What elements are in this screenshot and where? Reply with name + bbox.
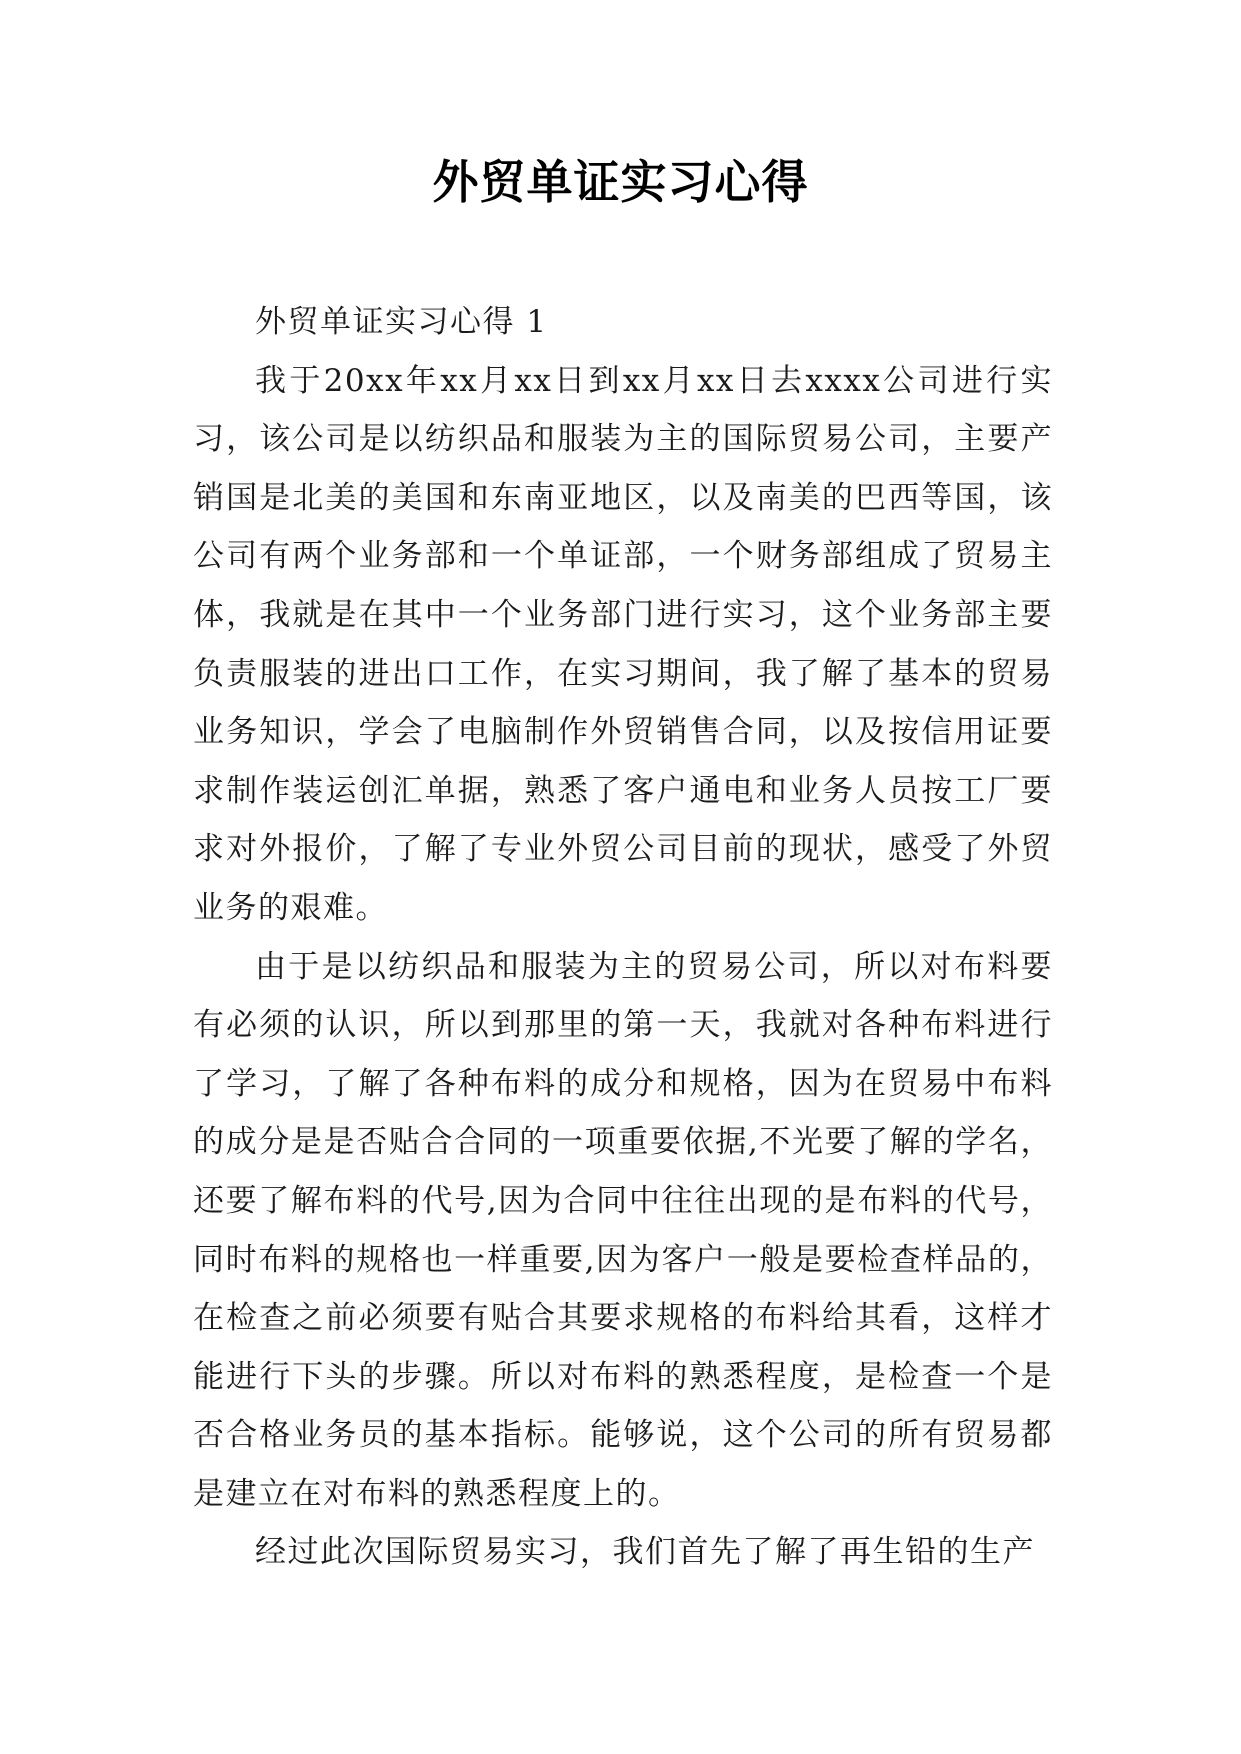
- paragraph-1: 我于20xx年xx月xx日到xx月xx日去xxxx公司进行实习，该公司是以纺织品和服装为主的国际贸易公司，主要产销国是北美的美国和东南亚地区，以及南美的巴西等国，该公司有两个业务部和一个单证部，一个财务部组成了贸易主体，我就是在其中一个业务部门进行实习，这个业务部主要负责服装的进出口工作，在实习期间，我了解了基本的贸易业务知识，学会了电脑制作外贸销售合同，以及按信用证要求制作装运创汇单据，熟悉了客户通电和业务人员按工厂要求对外报价，了解了专业外贸公司目前的现状，感受了外贸业务的艰难。: [193, 362, 1053, 926]
- paragraph-3: 经过此次国际贸易实习，我们首先了解了再生铅的生产: [255, 1534, 1035, 1571]
- section-heading: 外贸单证实习心得 1: [255, 304, 548, 340]
- document-body: [193, 293, 1053, 1582]
- paragraph-2: 由于是以纺织品和服装为主的贸易公司，所以对布料要有必须的认识，所以到那里的第一天，我就对各种布料进行了学习，了解了各种布料的成分和规格，因为在贸易中布料的成分是是否贴合合同的一项重要依据,不光要了解的学名，还要了解布料的代号,因为合同中往往出现的是布料的代号，同时布料的规格也一样重要,因为客户一般是要检查样品的，在检查之前必须要有贴合其要求规格的布料给其看，这样才能进行下头的步骤。所以对布料的熟悉程度，是检查一个是否合格业务员的基本指标。能够说，这个公司的所有贸易都是建立在对布料的熟悉程度上的。: [193, 948, 1053, 1512]
- document-title: 外贸单证实习心得: [432, 155, 809, 209]
